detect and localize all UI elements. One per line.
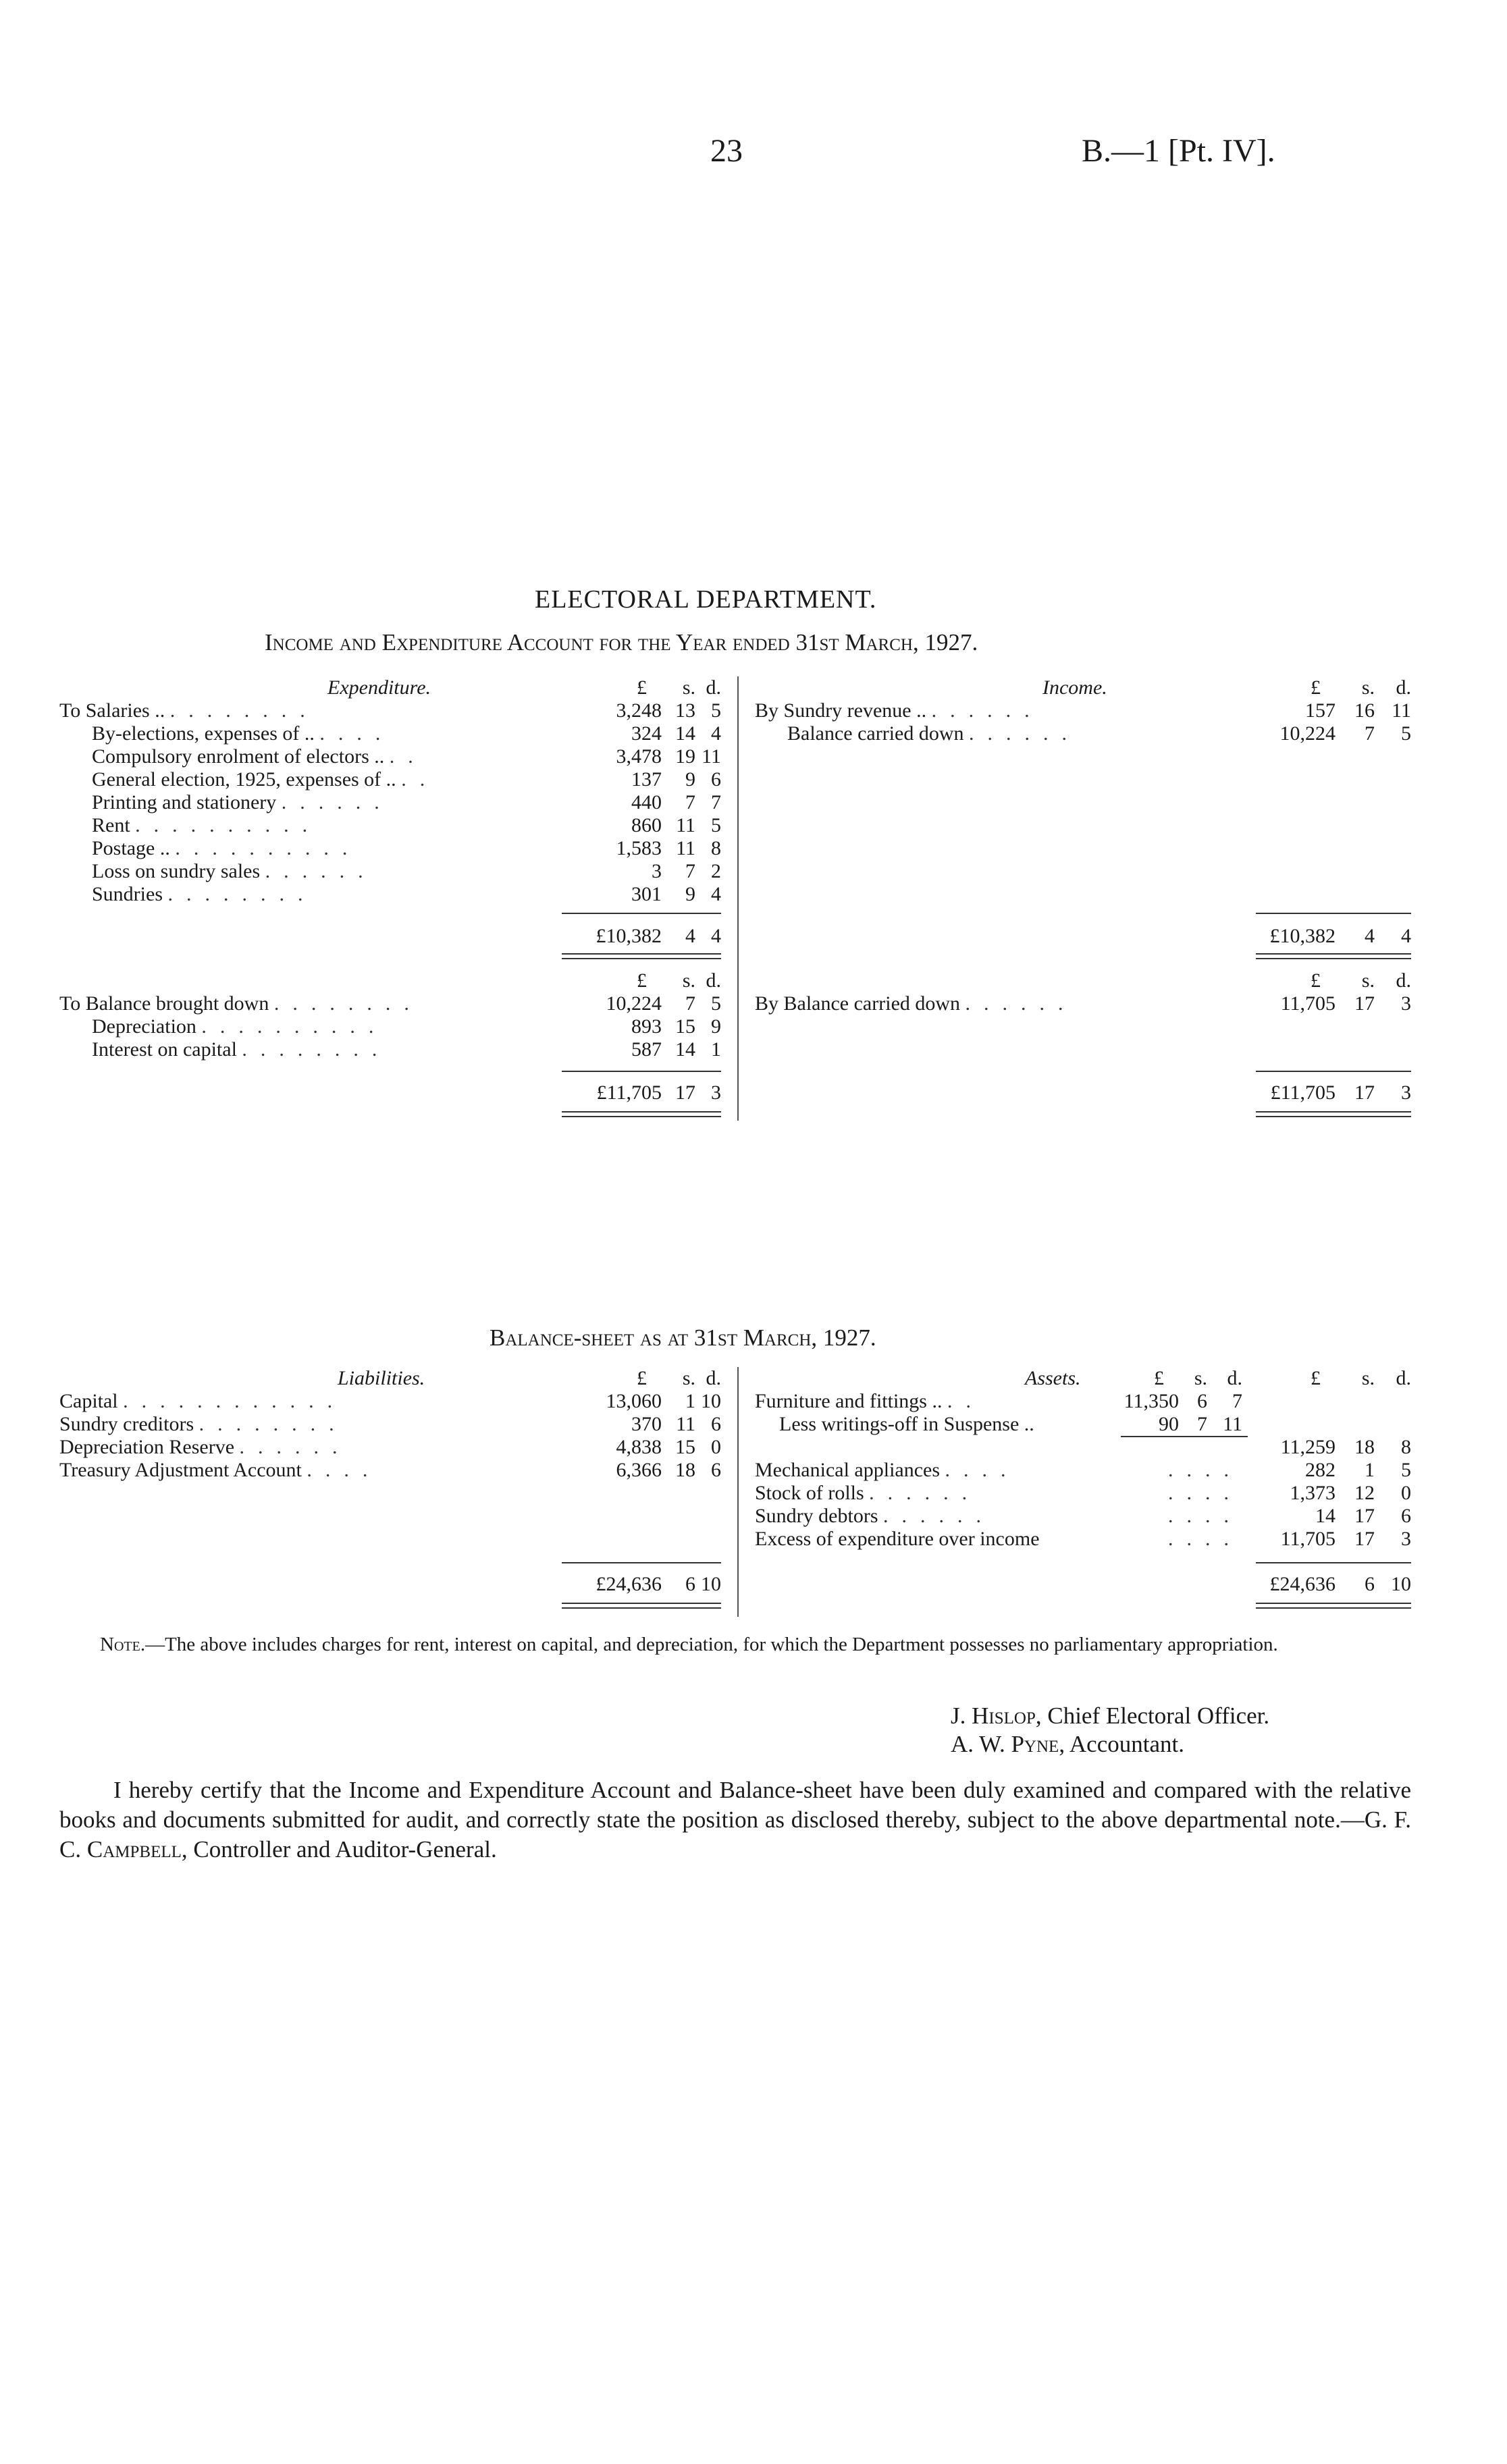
page-number: 23 bbox=[710, 133, 743, 169]
row-shillings: 11 bbox=[676, 837, 695, 859]
pence-header: d. bbox=[1227, 1367, 1242, 1389]
row-pence: 4 bbox=[711, 722, 721, 745]
currency-header-row bbox=[755, 969, 1411, 992]
pence-header: d. bbox=[706, 1367, 721, 1389]
row-pence: 8 bbox=[1401, 1436, 1411, 1458]
row-pence: 5 bbox=[1401, 722, 1411, 745]
total-pounds: £24,636 bbox=[1269, 1573, 1336, 1595]
total-shillings: 4 bbox=[685, 925, 695, 947]
total2-left bbox=[560, 1081, 721, 1104]
pounds-header: £ bbox=[1311, 676, 1321, 699]
row-shillings: 7 bbox=[685, 860, 695, 882]
row-pounds: 10,224 bbox=[606, 992, 662, 1015]
balance-sheet-title: Balance-sheet as at 31st March, 1927. bbox=[490, 1324, 876, 1351]
note-lead: Note. bbox=[100, 1634, 146, 1655]
row-label: Depreciation bbox=[92, 1015, 196, 1038]
row-pence: 3 bbox=[1401, 1528, 1411, 1550]
row-pence: 8 bbox=[711, 837, 721, 859]
total2-right bbox=[1234, 1081, 1411, 1104]
signature-initials: J. bbox=[951, 1703, 966, 1729]
asset-row: Furniture and fittings .. .. 11,350 6 7 bbox=[755, 1390, 1242, 1412]
note-text: —The above includes charges for rent, interest on capital, and depreciation, for which the Department possesses no parliamentary appropriation. bbox=[145, 1634, 1278, 1655]
currency-header-row bbox=[59, 969, 721, 992]
row-label: Furniture and fittings .. bbox=[755, 1390, 943, 1412]
income2-table bbox=[755, 969, 1411, 1015]
asset-row bbox=[755, 1436, 1411, 1459]
row-shillings: 19 bbox=[675, 745, 695, 768]
row-pence: 5 bbox=[1401, 1459, 1411, 1481]
total2-double-rule-left bbox=[562, 1111, 721, 1117]
row-pence: 3 bbox=[1401, 992, 1411, 1015]
total-pence: 4 bbox=[1401, 925, 1411, 947]
row-label: Interest on capital bbox=[92, 1038, 237, 1061]
pounds-header: £ bbox=[637, 676, 647, 699]
signature-title: , Accountant. bbox=[1059, 1731, 1184, 1757]
certificate-text: I hereby certify that the Income and Expenditure Account and Balance-sheet have been duly examined and compared with the relative books and documents submitted for audit, and correctly state the position as disclosed thereby, subject to the above departmental note.—G. F. C. bbox=[59, 1777, 1411, 1863]
total-pence: 3 bbox=[1401, 1081, 1411, 1104]
row-label: Treasury Adjustment Account bbox=[59, 1459, 302, 1481]
shillings-header: s. bbox=[1361, 969, 1375, 992]
pence-header: d. bbox=[1396, 1367, 1411, 1389]
shillings-header: s. bbox=[1361, 676, 1375, 699]
row-pence: 7 bbox=[711, 791, 721, 813]
row-label: By Sundry revenue .. bbox=[755, 699, 927, 722]
assets-heading: Assets. bbox=[1025, 1367, 1081, 1389]
income-row: By Sundry revenue .. ...... 157 16 11 bbox=[755, 699, 1411, 722]
row-pence: 5 bbox=[711, 699, 721, 722]
pence-header: d. bbox=[706, 969, 721, 992]
expenditure-row: Rent .......... 860 11 5 bbox=[92, 814, 721, 836]
row-shillings: 16 bbox=[1354, 699, 1375, 722]
expenditure-table bbox=[59, 676, 721, 906]
expenditure-row: Compulsory enrolment of electors .. .. 3,478 19 11 bbox=[92, 745, 721, 768]
row-pence: 6 bbox=[711, 1459, 721, 1481]
pounds-header: £ bbox=[1154, 1367, 1164, 1389]
row-shillings: 7 bbox=[1365, 722, 1375, 745]
row-shillings: 7 bbox=[685, 791, 695, 813]
row-pence: 11 bbox=[1223, 1413, 1242, 1435]
row-label: Mechanical appliances bbox=[755, 1459, 941, 1481]
expenditure-row: Interest on capital ........ 587 14 1 bbox=[92, 1038, 721, 1061]
row-label: Stock of rolls bbox=[755, 1482, 864, 1504]
department-title: ELECTORAL DEPARTMENT. bbox=[535, 585, 877, 614]
liability-row: Depreciation Reserve ...... 4,838 15 0 bbox=[59, 1436, 721, 1458]
expenditure-row: General election, 1925, expenses of .. .. 137 9 6 bbox=[92, 768, 721, 791]
asset-row: Excess of expenditure over income .... 11,705 17 3 bbox=[755, 1528, 1411, 1550]
row-pence: 5 bbox=[711, 992, 721, 1015]
row-pounds: 6,366 bbox=[616, 1459, 662, 1481]
row-pounds: 587 bbox=[631, 1038, 662, 1061]
currency-header-row bbox=[755, 1367, 1411, 1390]
assets-table bbox=[755, 1367, 1411, 1551]
row-shillings: 14 bbox=[675, 722, 695, 745]
total1-rule-left bbox=[562, 913, 721, 914]
row-shillings: 17 bbox=[1354, 1505, 1375, 1527]
row-pounds: 282 bbox=[1305, 1459, 1336, 1481]
pence-header: d. bbox=[1396, 676, 1411, 699]
total2-double-rule-right bbox=[1256, 1111, 1411, 1117]
row-shillings: 9 bbox=[685, 883, 695, 905]
income-heading: Income. bbox=[1042, 676, 1107, 699]
asset-row bbox=[755, 1413, 1411, 1436]
signature-initials: A. W. bbox=[951, 1731, 1005, 1757]
row-shillings: 1 bbox=[1365, 1459, 1375, 1481]
row-pence: 6 bbox=[711, 768, 721, 791]
signature-surname: Pyne bbox=[1011, 1731, 1059, 1757]
ie-divider bbox=[737, 676, 739, 1121]
income-table bbox=[755, 676, 1411, 745]
row-label: Compulsory enrolment of electors .. bbox=[92, 745, 385, 768]
row-shillings: 15 bbox=[675, 1015, 695, 1038]
total-pounds: £11,705 bbox=[1270, 1081, 1336, 1104]
signature-title: , Chief Electoral Officer. bbox=[1035, 1703, 1270, 1729]
row-pounds: 3,248 bbox=[616, 699, 662, 722]
row-pence: 6 bbox=[1401, 1505, 1411, 1527]
asset-row: Stock of rolls ...... .... 1,373 12 0 bbox=[755, 1482, 1411, 1504]
liabilities-heading: Liabilities. bbox=[338, 1367, 425, 1389]
row-label: To Salaries .. bbox=[59, 699, 165, 722]
income-row: By Balance carried down ...... 11,705 17 3 bbox=[755, 992, 1411, 1015]
writings-off-rule bbox=[1121, 1436, 1248, 1437]
expenditure-row: By-elections, expenses of .. .... 324 14 4 bbox=[92, 722, 721, 745]
row-pence: 0 bbox=[711, 1436, 721, 1458]
row-pounds: 893 bbox=[631, 1015, 662, 1038]
row-label: Rent bbox=[92, 814, 130, 836]
total-pence: 10 bbox=[701, 1573, 721, 1595]
income-row: Balance carried down ...... 10,224 7 5 bbox=[787, 722, 1411, 745]
row-label: Postage .. bbox=[92, 837, 170, 859]
total-pence: 10 bbox=[1391, 1573, 1411, 1595]
pence-header: d. bbox=[706, 676, 721, 699]
expenditure-row: To Salaries .. ........ 3,248 13 5 bbox=[59, 699, 721, 722]
row-label: Capital bbox=[59, 1390, 118, 1412]
income-expenditure-title: Income and Expenditure Account for the Year ended 31st March, 1927. bbox=[265, 629, 978, 655]
row-pounds: 1,373 bbox=[1290, 1482, 1336, 1504]
total2-rule-left bbox=[562, 1071, 721, 1072]
row-pence: 2 bbox=[711, 860, 721, 882]
row-pounds: 11,705 bbox=[1280, 1528, 1336, 1550]
row-shillings: 12 bbox=[1354, 1482, 1375, 1504]
row-label: Depreciation Reserve bbox=[59, 1436, 235, 1458]
shillings-header: s. bbox=[682, 1367, 695, 1389]
row-pounds: 4,838 bbox=[616, 1436, 662, 1458]
bs-total-right bbox=[1234, 1573, 1411, 1596]
row-pence: 0 bbox=[1401, 1482, 1411, 1504]
pence-header: d. bbox=[1396, 969, 1411, 992]
liabilities-table bbox=[59, 1367, 721, 1482]
row-pence: 4 bbox=[711, 883, 721, 905]
row-label: Sundry debtors bbox=[755, 1505, 878, 1527]
total-pounds: £10,382 bbox=[1269, 925, 1336, 947]
signature-surname: Hislop bbox=[972, 1703, 1036, 1729]
row-shillings: 15 bbox=[675, 1436, 695, 1458]
signature-accountant bbox=[951, 1731, 1184, 1758]
row-label: Excess of expenditure over income bbox=[755, 1528, 1040, 1550]
total1-double-rule-right bbox=[1256, 953, 1411, 959]
row-shillings: 17 bbox=[1354, 992, 1375, 1015]
row-pounds: 11,350 bbox=[1123, 1390, 1179, 1412]
row-pounds: 324 bbox=[631, 722, 662, 745]
pounds-header: £ bbox=[637, 1367, 647, 1389]
liability-row: Sundry creditors ........ 370 11 6 bbox=[59, 1413, 721, 1435]
total-shillings: 4 bbox=[1365, 925, 1375, 947]
row-shillings: 18 bbox=[1354, 1436, 1375, 1458]
row-label: Sundry creditors bbox=[59, 1413, 194, 1435]
row-pence: 9 bbox=[711, 1015, 721, 1038]
expenditure-heading: Expenditure. bbox=[327, 676, 431, 699]
row-label: Loss on sundry sales bbox=[92, 860, 261, 882]
row-shillings: 13 bbox=[675, 699, 695, 722]
total-pence: 4 bbox=[711, 925, 721, 947]
departmental-note bbox=[59, 1632, 1411, 1657]
row-shillings: 7 bbox=[685, 992, 695, 1015]
row-pounds: 860 bbox=[631, 814, 662, 836]
pounds-header: £ bbox=[1311, 1367, 1321, 1389]
row-shillings: 1 bbox=[685, 1390, 695, 1412]
total2-rule-right bbox=[1256, 1071, 1411, 1072]
row-pence: 7 bbox=[1232, 1390, 1242, 1412]
signature-chief-officer bbox=[951, 1703, 1269, 1730]
row-shillings: 17 bbox=[1354, 1528, 1375, 1550]
total-pence: 3 bbox=[711, 1081, 721, 1104]
bs-total-rule-right bbox=[1256, 1562, 1411, 1563]
liability-row: Capital ............ 13,060 1 10 bbox=[59, 1390, 721, 1412]
bs-divider bbox=[737, 1367, 739, 1617]
shillings-header: s. bbox=[1194, 1367, 1207, 1389]
expenditure-row: Depreciation .......... 893 15 9 bbox=[92, 1015, 721, 1038]
row-label: To Balance brought down bbox=[59, 992, 269, 1015]
row-pounds: 301 bbox=[631, 883, 662, 905]
row-pence: 11 bbox=[702, 745, 721, 768]
asset-row: Mechanical appliances .... .... 282 1 5 bbox=[755, 1459, 1411, 1481]
total1-rule-right bbox=[1256, 913, 1411, 914]
shillings-header: s. bbox=[682, 969, 695, 992]
document-reference: B.—1 [Pt. IV]. bbox=[1082, 133, 1275, 169]
row-shillings: 6 bbox=[1197, 1390, 1207, 1412]
row-pounds: 370 bbox=[631, 1413, 662, 1435]
total1-left bbox=[560, 925, 721, 948]
row-pounds: 11,259 bbox=[1280, 1436, 1336, 1458]
total-pounds: £10,382 bbox=[596, 925, 662, 947]
row-label: Printing and stationery bbox=[92, 791, 277, 813]
row-pounds: 11,705 bbox=[1280, 992, 1336, 1015]
pounds-header: £ bbox=[637, 969, 647, 992]
currency-header-row bbox=[59, 676, 721, 699]
row-pounds: 137 bbox=[631, 768, 662, 791]
total1-right bbox=[1234, 925, 1411, 948]
row-pence: 10 bbox=[701, 1390, 721, 1412]
expenditure2-table bbox=[59, 969, 721, 1061]
row-shillings: 11 bbox=[676, 814, 695, 836]
row-pounds: 1,583 bbox=[616, 837, 662, 859]
row-shillings: 11 bbox=[676, 1413, 695, 1435]
row-label: Less writings-off in Suspense .. bbox=[779, 1413, 1034, 1435]
expenditure-row: Loss on sundry sales ...... 3 7 2 bbox=[92, 860, 721, 882]
row-pounds: 14 bbox=[1315, 1505, 1336, 1527]
expenditure-row: To Balance brought down ........ 10,224 7 5 bbox=[59, 992, 721, 1015]
asset-row: Sundry debtors ...... .... 14 17 6 bbox=[755, 1505, 1411, 1527]
currency-header-row bbox=[755, 676, 1411, 699]
liability-row: Treasury Adjustment Account .... 6,366 18 6 bbox=[59, 1459, 721, 1481]
shillings-header: s. bbox=[682, 676, 695, 699]
expenditure-row: Postage .. .......... 1,583 11 8 bbox=[92, 837, 721, 859]
row-pounds: 3,478 bbox=[616, 745, 662, 768]
audit-certificate bbox=[59, 1775, 1411, 1865]
row-shillings: 9 bbox=[685, 768, 695, 791]
total-shillings: 6 bbox=[685, 1573, 695, 1595]
expenditure-row: Sundries ........ 301 9 4 bbox=[92, 883, 721, 905]
bs-total-double-rule-right bbox=[1256, 1603, 1411, 1609]
bs-total-rule-left bbox=[562, 1562, 721, 1563]
row-pounds: 440 bbox=[631, 791, 662, 813]
row-pounds: 10,224 bbox=[1279, 722, 1336, 745]
certificate-suffix: , Controller and Auditor-General. bbox=[181, 1836, 497, 1863]
total-shillings: 6 bbox=[1365, 1573, 1375, 1595]
row-pence: 5 bbox=[711, 814, 721, 836]
row-pounds: 90 bbox=[1159, 1413, 1179, 1435]
total-shillings: 17 bbox=[1354, 1081, 1375, 1104]
bs-total-double-rule-left bbox=[562, 1603, 721, 1609]
total-pounds: £24,636 bbox=[596, 1573, 662, 1595]
row-pounds: 13,060 bbox=[606, 1390, 662, 1412]
total-shillings: 17 bbox=[675, 1081, 695, 1104]
currency-header-row bbox=[59, 1367, 721, 1390]
bs-total-left bbox=[560, 1573, 721, 1596]
row-label: General election, 1925, expenses of .. bbox=[92, 768, 396, 791]
row-label: By-elections, expenses of .. bbox=[92, 722, 315, 745]
row-pence: 6 bbox=[711, 1413, 721, 1435]
total1-double-rule-left bbox=[562, 953, 721, 959]
row-pence: 1 bbox=[711, 1038, 721, 1061]
expenditure-row: Printing and stationery ...... 440 7 7 bbox=[92, 791, 721, 813]
row-pounds: 3 bbox=[652, 860, 662, 882]
row-pence: 11 bbox=[1392, 699, 1411, 722]
pounds-header: £ bbox=[1311, 969, 1321, 992]
row-label: By Balance carried down bbox=[755, 992, 961, 1015]
row-shillings: 7 bbox=[1197, 1413, 1207, 1435]
row-pounds: 157 bbox=[1305, 699, 1336, 722]
certificate-name: Campbell bbox=[86, 1836, 182, 1863]
shillings-header: s. bbox=[1361, 1367, 1375, 1389]
row-shillings: 18 bbox=[675, 1459, 695, 1481]
row-label: Balance carried down bbox=[787, 722, 964, 745]
row-shillings: 14 bbox=[675, 1038, 695, 1061]
total-pounds: £11,705 bbox=[596, 1081, 662, 1104]
row-label: Sundries bbox=[92, 883, 163, 905]
